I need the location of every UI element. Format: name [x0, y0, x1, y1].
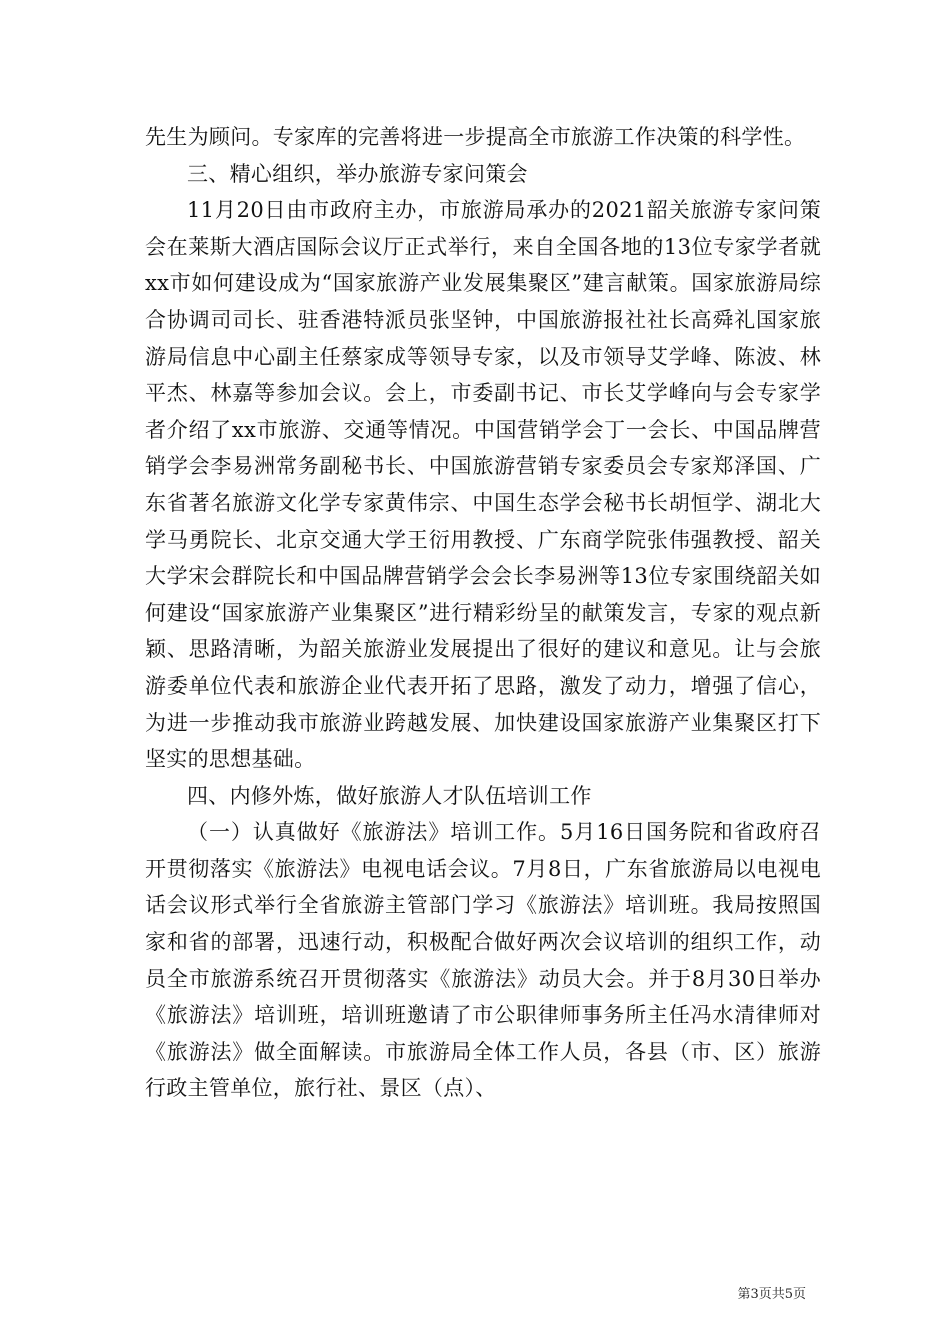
section-heading-4: 四、内修外炼，做好旅游人才队伍培训工作 — [187, 783, 592, 808]
page-number: 第3页共5页 — [737, 1287, 806, 1302]
paragraph-continuation: 先生为顾问。专家库的完善将进一步提高全市旅游工作决策的科学性。 — [145, 125, 806, 149]
paragraph-expert-forum: 11月20日由市政府主办，市旅游局承办的2021韶关旅游专家问策会在莱斯大酒店国际会议厅正式举行，来自全国各地的13位专家学者就xx市如何建设成为“国家旅游产业发展集聚区”建言献策。国家旅游局综合协调司司长、驻香港特派员张坚钟，中国旅游报社社长高舜礼国家旅游局信息中心副主任蔡家成等领导专家，以及市领导艾学峰、陈波、林平杰、林嘉等参加会议。会上，市委副书记、市长艾学峰向与会专家学者介绍了xx市旅游、交通等情况。中国营销学会丁一会长、中国品牌营销学会李易洲常务副秘书长、中国旅游营销专家委员会专家郑泽国、广东省著名旅游文化学专家黄伟宗、中国生态学会秘书长胡恒学、湖北大学马勇院长、北京交通大学王衍用教授、广东商学院张伟强教授、韶关大学宋会群院长和中国品牌营销学会会长李易洲等13位专家围绕韶关如何建设“国家旅游产业集聚区”进行精彩纷呈的献策发言，专家的观点新颖、思路清晰，为韶关旅游业发展提出了很好的建议和意见。让与会旅游委单位代表和旅游企业代表开拓了思路，激发了动力，增强了信心，为进一步推动我市旅游业跨越发展、加快建设国家旅游产业集聚区打下坚实的思想基础。 — [145, 198, 821, 772]
paragraph-tourism-law-training: （一）认真做好《旅游法》培训工作。5月16日国务院和省政府召开贯彻落实《旅游法》电视电话会议。7月8日，广东省旅游局以电视电话会议形式举行全省旅游主管部门学习《旅游法》培训班。我局按照国家和省的部署，迅速行动，积极配合做好两次会议培训的组织工作，动员全市旅游系统召开贯彻落实《旅游法》动员大会。并于8月30日举办《旅游法》培训班，培训班邀请了市公职律师事务所主任冯水清律师对《旅游法》做全面解读。市旅游局全体工作人员，各县（市、区）旅游行政主管单位，旅行社、景区（点）、 — [145, 820, 821, 1101]
document-body — [145, 119, 821, 1107]
section-heading-3: 三、精心组织，举办旅游专家问策会 — [187, 161, 528, 186]
